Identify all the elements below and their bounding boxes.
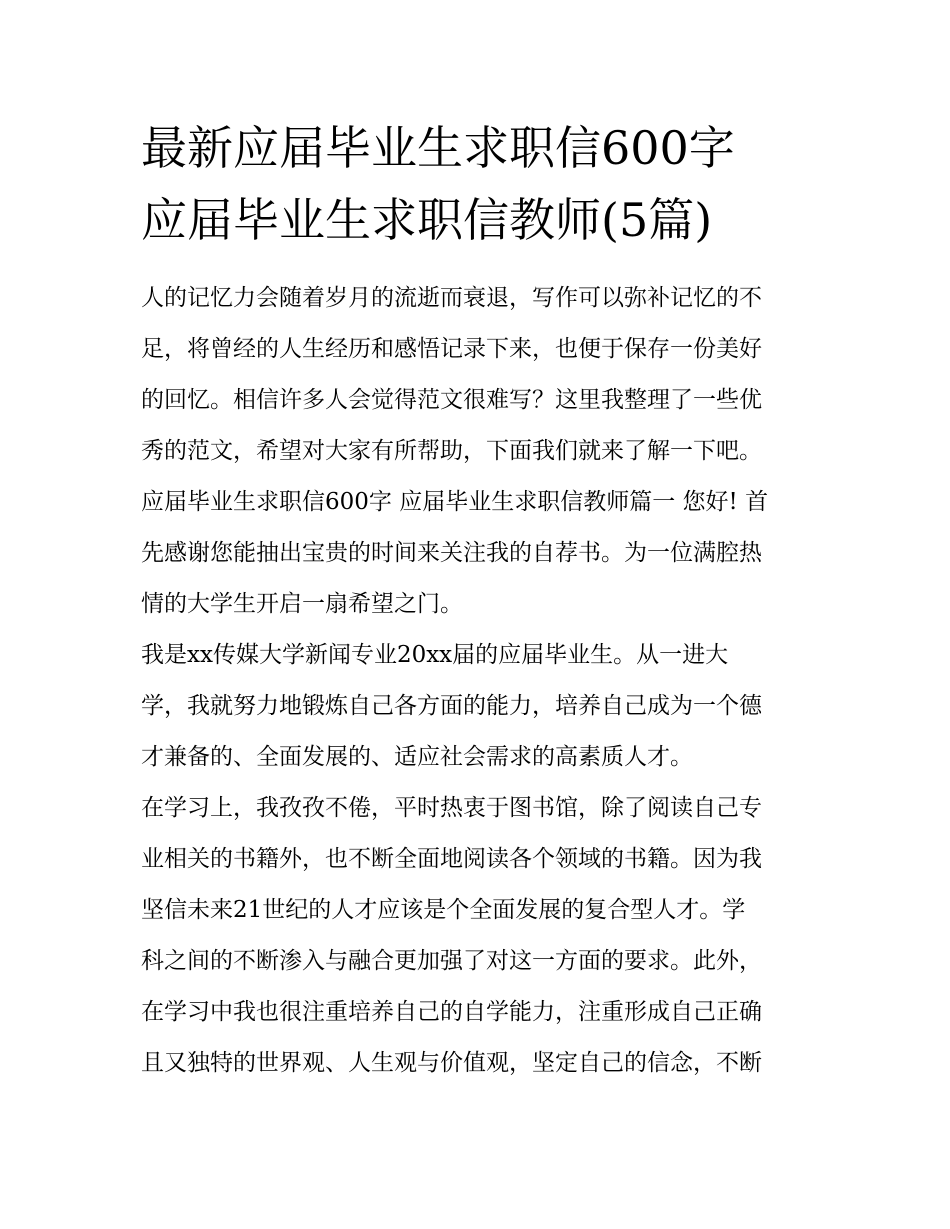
title-line-2: 应届毕业生求职信教师(5篇) — [141, 193, 713, 247]
text-line: 先感谢您能抽出宝贵的时间来关注我的自荐书。为一位满腔热 — [141, 540, 762, 566]
paragraph-greeting — [141, 477, 813, 630]
text-line: 业相关的书籍外，也不断全面地阅读各个领域的书籍。因为我 — [141, 846, 762, 872]
text-line: 科之间的不断渗入与融合更加强了对这一方面的要求。此外， — [141, 948, 762, 974]
text-line: 的回忆。相信许多人会觉得范文很难写？这里我整理了一些优 — [141, 387, 762, 413]
text-line: 人的记忆力会随着岁月的流逝而衰退，写作可以弥补记忆的不 — [141, 285, 762, 311]
text-line: 在学习中我也很注重培养自己的自学能力，注重形成自己正确 — [141, 999, 762, 1025]
text-line: 应届毕业生求职信600字 应届毕业生求职信教师篇一 您好! 首 — [141, 489, 769, 515]
paragraph-self-intro — [141, 630, 813, 783]
text-line: 才兼备的、全面发展的、适应社会需求的高素质人才。 — [141, 744, 693, 770]
document-title — [141, 112, 813, 256]
text-line: 我是xx传媒大学新闻专业20xx届的应届毕业生。从一进大 — [141, 642, 729, 668]
paragraph-intro — [141, 273, 813, 477]
text-line: 情的大学生开启一扇希望之门。 — [141, 591, 463, 617]
text-line: 秀的范文，希望对大家有所帮助，下面我们就来了解一下吧。 — [141, 438, 762, 464]
text-line: 在学习上，我孜孜不倦，平时热衷于图书馆，除了阅读自己专 — [141, 795, 762, 821]
document-page — [141, 112, 813, 1089]
text-line: 足，将曾经的人生经历和感悟记录下来，也便于保存一份美好 — [141, 336, 762, 362]
paragraph-study — [141, 783, 813, 1089]
text-line: 坚信未来21世纪的人才应该是个全面发展的复合型人才。学 — [141, 897, 746, 923]
document-body — [141, 273, 813, 1089]
text-line: 且又独特的世界观、人生观与价值观，坚定自己的信念，不断 — [141, 1050, 762, 1076]
title-line-1: 最新应届毕业生求职信600字 — [141, 121, 735, 175]
text-line: 学，我就努力地锻炼自己各方面的能力，培养自己成为一个德 — [141, 693, 762, 719]
